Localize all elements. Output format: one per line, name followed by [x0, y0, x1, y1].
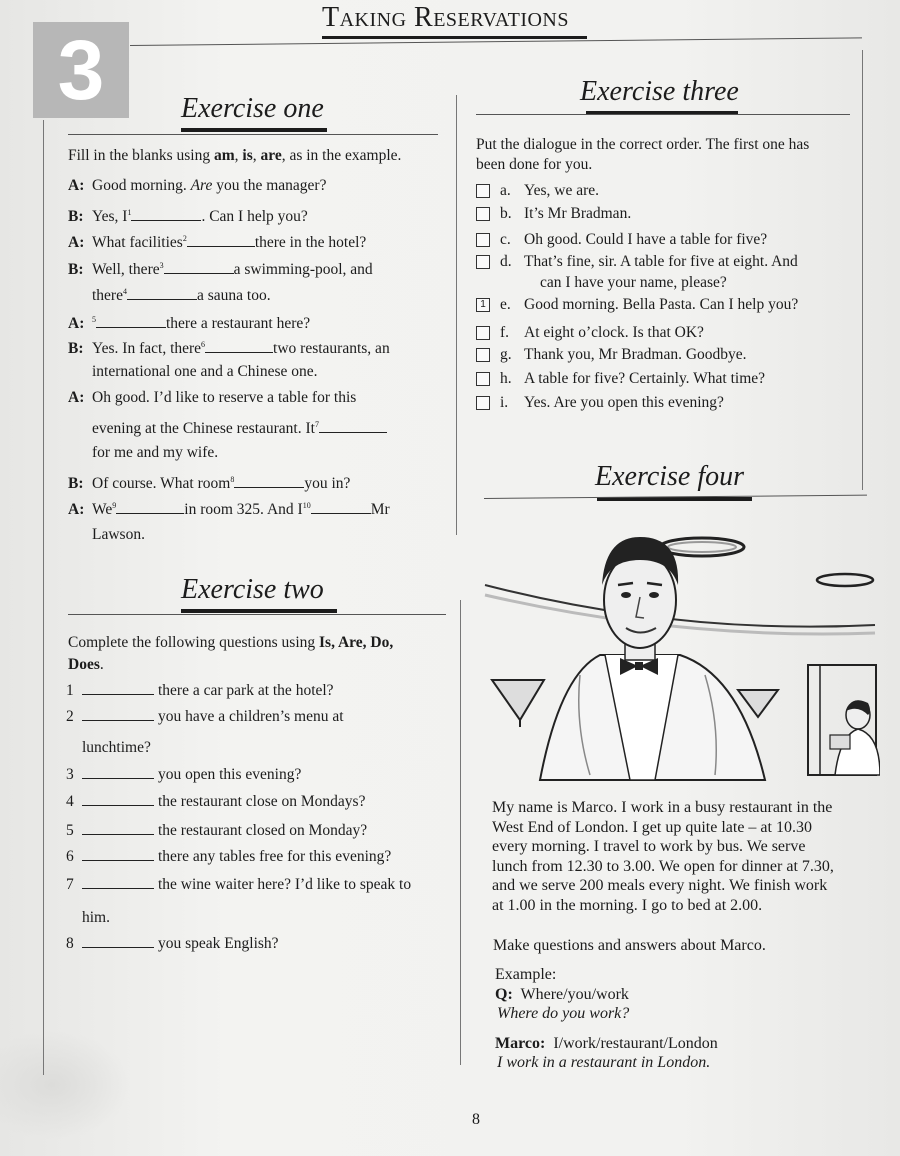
example-label: Example:	[495, 966, 557, 983]
speaker-label: A:	[68, 501, 85, 519]
blank-number: 9	[112, 501, 117, 510]
exercise-four-task: Make questions and answers about Marco.	[493, 937, 766, 954]
question-item	[66, 874, 411, 895]
order-checkbox[interactable]	[476, 396, 490, 410]
column-divider-top	[456, 95, 457, 535]
line-text: Yes, I	[92, 208, 128, 226]
paragraph-line: West End of London. I get up quite late – at 10.30	[492, 818, 812, 836]
line-text: in room 325. And I	[184, 501, 303, 519]
question-number: 7	[66, 876, 74, 893]
dialogue-option	[524, 273, 727, 293]
example-word: Are	[190, 177, 213, 194]
question-text: you have a children’s menu at	[158, 708, 344, 725]
line-text: two restaurants, an	[273, 340, 390, 358]
dialogue-option	[500, 295, 798, 315]
blank-number: 8	[230, 475, 235, 484]
option-text: That’s fine, sir. A table for five at eight. And	[524, 253, 798, 270]
exercise-two-instruction: Complete the following questions using Is, Are, Do,	[68, 634, 394, 651]
dialogue-line	[68, 415, 387, 439]
dialogue-option	[500, 252, 798, 272]
exercise-two-bar	[181, 609, 337, 613]
question-text: you open this evening?	[158, 766, 302, 783]
answer-blank[interactable]	[82, 680, 154, 695]
dialogue-line	[68, 229, 366, 253]
question-text: the restaurant closed on Monday?	[158, 822, 368, 839]
dialogue-line	[68, 470, 350, 494]
line-text: Well, there	[92, 261, 160, 279]
option-letter: d.	[500, 253, 512, 270]
left-margin-rule	[43, 120, 44, 1075]
question-text: the wine waiter here? I’d like to speak to	[158, 876, 412, 893]
option-letter: i.	[500, 394, 509, 411]
line-text: Yes. In fact, there	[92, 340, 202, 358]
dialogue-line	[68, 203, 308, 227]
question-text: the restaurant close on Mondays?	[158, 793, 366, 810]
line-text: you in?	[304, 475, 351, 493]
question-item	[66, 933, 279, 954]
question-number: 6	[66, 848, 74, 865]
waiter-illustration	[480, 525, 880, 785]
answer-blank[interactable]	[82, 706, 154, 721]
exercise-one-instruction: Fill in the blanks using am, is, are, as in the example.	[68, 147, 402, 164]
order-checkbox[interactable]	[476, 184, 490, 198]
answer-blank[interactable]	[319, 418, 387, 433]
question-number: 1	[66, 682, 74, 699]
exercise-four-heading: Exercise four	[595, 461, 745, 492]
option-letter: h.	[500, 370, 512, 387]
answer-blank[interactable]	[234, 473, 304, 488]
option-letter: b.	[500, 205, 512, 222]
exercise-three-rule	[476, 114, 850, 115]
answer-blank[interactable]	[82, 933, 154, 948]
dialogue-option	[500, 181, 599, 201]
answer-blank[interactable]	[187, 232, 255, 247]
question-item	[66, 846, 391, 867]
speaker-label: A:	[68, 389, 85, 406]
blank-number: 10	[302, 501, 311, 510]
dialogue-line	[68, 176, 326, 196]
question-text: him.	[82, 909, 110, 926]
exercise-two-rule	[68, 614, 446, 615]
option-text: It’s Mr Bradman.	[524, 205, 632, 222]
order-checkbox[interactable]	[476, 372, 490, 386]
line-text: you the manager?	[212, 177, 327, 194]
option-text: can I have your name, please?	[540, 274, 727, 291]
exercise-two-heading: Exercise two	[181, 574, 324, 605]
line-text: Of course. What room	[92, 475, 231, 493]
page-number: 8	[472, 1111, 480, 1128]
question-text: there any tables free for this evening?	[158, 848, 392, 865]
option-text: At eight o’clock. Is that OK?	[524, 324, 704, 341]
line-text: for me and my wife.	[92, 444, 219, 461]
answer-blank[interactable]	[164, 259, 234, 274]
page-title: Taking Reservations	[322, 2, 569, 33]
answer-blank[interactable]	[311, 499, 371, 514]
question-text: you speak English?	[158, 935, 279, 952]
title-underline	[322, 36, 587, 39]
example-marco-answer: I work in a restaurant in London.	[497, 1054, 711, 1071]
dialogue-option	[500, 345, 747, 365]
question-number: 2	[66, 708, 74, 725]
question-text: there a car park at the hotel?	[158, 682, 334, 699]
blank-number: 7	[314, 420, 319, 429]
order-checkbox[interactable]	[476, 233, 490, 247]
paragraph-line: lunch from 12.30 to 3.00. We open for dinner at 7.30,	[492, 857, 834, 875]
option-text: Oh good. Could I have a table for five?	[524, 231, 768, 248]
blank-number: 2	[182, 234, 187, 243]
unit-number-badge: 3	[33, 22, 129, 118]
right-margin-rule	[862, 50, 863, 490]
line-text: there a restaurant here?	[166, 315, 311, 333]
option-letter: e.	[500, 296, 511, 313]
question-item	[66, 820, 367, 841]
dialogue-line	[68, 388, 356, 408]
exercise-one-bar	[181, 128, 327, 132]
exercise-one-heading: Exercise one	[181, 93, 324, 124]
option-text: Thank you, Mr Bradman. Goodbye.	[524, 346, 747, 363]
exercise-three-instruction: Put the dialogue in the correct order. The first one has	[476, 136, 810, 153]
blank-number: 5	[92, 315, 96, 324]
question-item	[66, 680, 334, 701]
line-text: a swimming-pool, and	[233, 261, 373, 279]
paragraph-line: and we serve 200 meals every night. We finish work	[492, 877, 828, 894]
order-checkbox[interactable]: 1	[476, 298, 490, 312]
paragraph-line: My name is Marco. I work in a busy restaurant in the	[492, 799, 833, 816]
blank-number: 1	[127, 208, 132, 217]
dialogue-option	[500, 230, 767, 250]
dialogue-option	[500, 204, 631, 224]
dialogue-line	[68, 525, 145, 545]
dialogue-line	[68, 496, 390, 520]
line-text: evening at the Chinese restaurant. It	[92, 420, 315, 438]
dialogue-option	[500, 393, 724, 413]
option-letter: a.	[500, 182, 511, 199]
option-letter: c.	[500, 231, 511, 248]
line-text: there	[92, 287, 123, 305]
question-item	[66, 706, 344, 727]
paragraph-line: at 1.00 in the morning. I go to bed at 2.00.	[492, 896, 763, 914]
line-text: international one and a Chinese one.	[92, 363, 318, 380]
order-checkbox[interactable]	[476, 207, 490, 221]
dialogue-line	[68, 335, 390, 359]
exercise-three-heading: Exercise three	[580, 76, 739, 107]
speaker-label: B:	[68, 475, 84, 493]
option-text: Good morning. Bella Pasta. Can I help you?	[524, 296, 799, 313]
dialogue-line	[68, 256, 373, 280]
exercise-three-instruction-cont: been done for you.	[476, 156, 593, 173]
dialogue-line	[68, 443, 218, 463]
answer-blank[interactable]	[82, 791, 154, 806]
line-text: . Can I help you?	[201, 208, 308, 226]
answer-blank[interactable]	[127, 285, 197, 300]
line-text: What facilities	[92, 234, 183, 252]
dialogue-line	[68, 310, 310, 334]
option-text: Yes, we are.	[524, 182, 600, 199]
question-text: lunchtime?	[82, 739, 151, 756]
option-text: A table for five? Certainly. What time?	[524, 370, 766, 387]
line-text: Oh good. I’d like to reserve a table for this	[92, 389, 357, 406]
blank-number: 4	[122, 287, 127, 296]
scan-shadow	[0, 1030, 130, 1140]
dialogue-option	[500, 369, 765, 389]
dialogue-option	[500, 323, 704, 343]
speaker-label: B:	[68, 208, 84, 226]
exercise-one-rule	[68, 134, 438, 135]
option-text: Yes. Are you open this evening?	[524, 394, 724, 411]
order-checkbox[interactable]	[476, 326, 490, 340]
speaker-label: A:	[68, 177, 85, 194]
line-text: Mr	[370, 501, 390, 519]
question-number: 5	[66, 822, 74, 839]
answer-blank[interactable]	[82, 874, 154, 889]
example-marco: Marco: I/work/restaurant/London	[495, 1035, 718, 1052]
speaker-label: B:	[68, 340, 84, 358]
question-number: 8	[66, 935, 74, 952]
blank-number: 3	[159, 261, 164, 270]
question-item	[66, 764, 301, 785]
answer-blank[interactable]	[116, 499, 184, 514]
example-question: Q: Where/you/work	[495, 986, 629, 1003]
answer-blank[interactable]	[96, 313, 166, 328]
example-question-answer: Where do you work?	[497, 1005, 630, 1022]
line-text: Good morning.	[92, 177, 191, 194]
question-item	[66, 791, 365, 812]
line-text: Lawson.	[92, 526, 145, 543]
question-number: 4	[66, 793, 74, 810]
dialogue-line	[68, 282, 271, 306]
answer-blank[interactable]	[82, 764, 154, 779]
order-checkbox[interactable]	[476, 255, 490, 269]
line-text: there in the hotel?	[254, 234, 367, 252]
question-number: 3	[66, 766, 74, 783]
option-letter: g.	[500, 346, 512, 363]
answer-blank[interactable]	[131, 206, 201, 221]
exercise-two-instruction-cont: Does.	[68, 656, 104, 673]
speaker-label: A:	[68, 234, 85, 252]
dialogue-line	[68, 362, 318, 382]
order-checkbox[interactable]	[476, 348, 490, 362]
answer-blank[interactable]	[82, 846, 154, 861]
question-item	[66, 738, 151, 758]
blank-number: 6	[201, 340, 206, 349]
column-divider-bottom	[460, 600, 461, 1065]
answer-blank[interactable]	[82, 820, 154, 835]
answer-blank[interactable]	[205, 338, 273, 353]
speaker-label: A:	[68, 315, 85, 333]
paragraph-line: every morning. I travel to work by bus. We serve	[492, 838, 806, 855]
line-text: We	[92, 501, 113, 519]
question-item	[66, 908, 110, 928]
option-letter: f.	[500, 324, 510, 341]
line-text: a sauna too.	[196, 287, 271, 305]
speaker-label: B:	[68, 261, 84, 279]
